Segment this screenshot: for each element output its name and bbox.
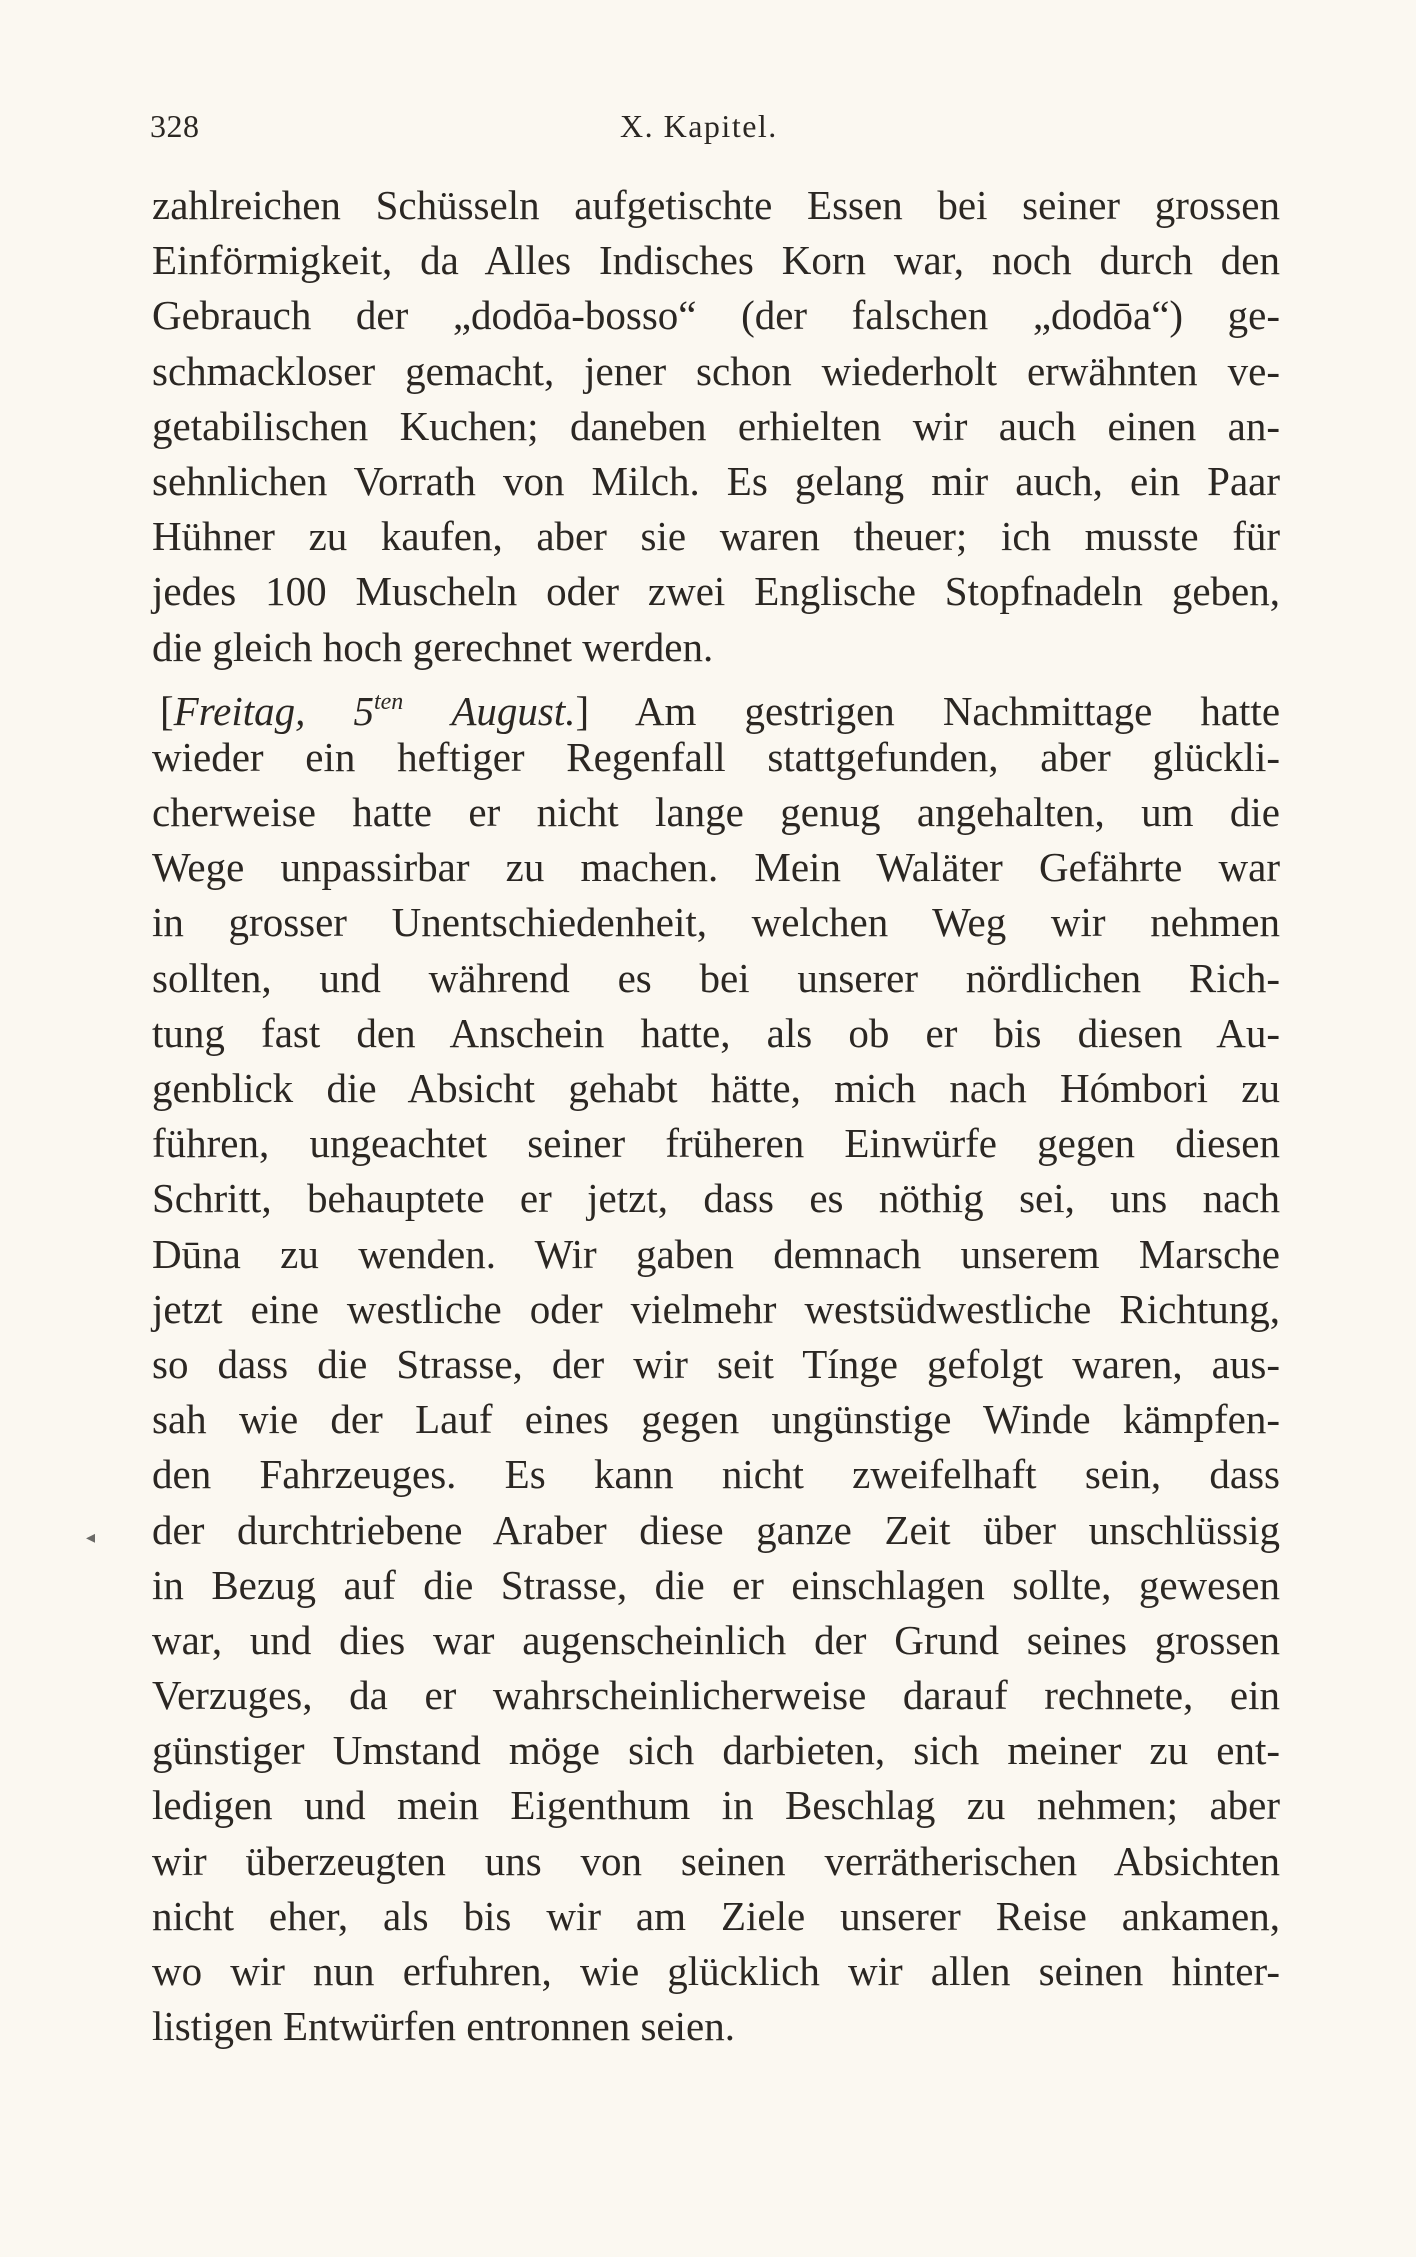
body-text — [152, 178, 1280, 2054]
text-line: schmackloser gemacht, jener schon wiederholt erwähnten ve- — [152, 347, 1280, 394]
text-line: war, und dies war augenscheinlich der Grund seines grossen — [152, 1616, 1280, 1663]
text-line: Hühner zu kaufen, aber sie waren theuer; ich musste für — [152, 513, 1280, 560]
text-line: getabilischen Kuchen; daneben erhielten wir auch einen an- — [152, 402, 1280, 449]
text-line: Dūna zu wenden. Wir gaben demnach unserem Marsche — [152, 1230, 1280, 1277]
dateline-rest: Am gestrigen Nachmittage hatte — [634, 687, 1281, 734]
text-line: jedes 100 Muscheln oder zwei Englische Stopfnadeln geben, — [152, 568, 1280, 615]
dateline-ordinal-suffix: ten — [373, 688, 404, 715]
text-line: Einförmigkeit, da Alles Indisches Korn war, noch durch den — [152, 237, 1280, 284]
text-line: jetzt eine westliche oder vielmehr westsüdwestliche Richtung, — [152, 1285, 1280, 1332]
text-line: führen, ungeachtet seiner früheren Einwürfe gegen diesen — [152, 1120, 1280, 1167]
text-line: sollten, und während es bei unserer nördlichen Rich- — [152, 954, 1280, 1001]
text-line: wieder ein heftiger Regenfall stattgefunden, aber glückli- — [152, 733, 1280, 780]
dateline-month: August. — [451, 687, 576, 734]
text-line: ledigen und mein Eigenthum in Beschlag zu nehmen; aber — [152, 1782, 1280, 1829]
page-number: 328 — [150, 108, 200, 144]
dateline-close-bracket: ] — [575, 687, 590, 734]
running-head: X. Kapitel. — [620, 108, 778, 144]
text-line: wir überzeugten uns von seinen verrätherischen Absichten — [152, 1837, 1280, 1884]
text-line: Schritt, behauptete er jetzt, dass es nöthig sei, uns nach — [152, 1175, 1280, 1222]
text-line: die gleich hoch gerechnet werden. — [152, 623, 714, 670]
margin-mark-icon: ◂ — [86, 1527, 96, 1548]
text-line: so dass die Strasse, der wir seit Tínge gefolgt waren, aus- — [152, 1340, 1280, 1387]
text-line: wo wir nun erfuhren, wie glücklich wir allen seinen hinter- — [152, 1948, 1280, 1994]
text-line: sehnlichen Vorrath von Milch. Es gelang mir auch, ein Paar — [152, 457, 1280, 504]
text-line: genblick die Absicht gehabt hätte, mich nach Hómbori zu — [152, 1065, 1280, 1111]
dateline-open-bracket: [ — [160, 687, 174, 734]
dateline-ordinal-number: 5 — [353, 687, 374, 734]
text-line: zahlreichen Schüsseln aufgetischte Essen bei seiner grossen — [152, 182, 1280, 228]
text-line: cherweise hatte er nicht lange genug angehalten, um die — [152, 789, 1280, 836]
text-line: den Fahrzeuges. Es kann nicht zweifelhaft sein, dass — [152, 1451, 1280, 1498]
text-line: sah wie der Lauf eines gegen ungünstige Winde kämpfen- — [152, 1396, 1280, 1443]
text-line: Verzuges, da er wahrscheinlicherweise darauf rechnete, ein — [152, 1672, 1280, 1719]
dateline — [152, 675, 1281, 734]
text-line: tung fast den Anschein hatte, als ob er bis diesen Au- — [152, 1009, 1280, 1056]
text-line: listigen Entwürfen entronnen seien. — [152, 2003, 735, 2050]
page-header — [150, 108, 1280, 154]
text-line: der durchtriebene Araber diese ganze Zeit über unschlüssig — [152, 1506, 1280, 1553]
dateline-day: Freitag, — [173, 687, 306, 734]
text-line: Gebrauch der „dodōa-bosso“ (der falschen „dodōa“) ge- — [152, 292, 1280, 339]
text-line: günstiger Umstand möge sich darbieten, sich meiner zu ent- — [152, 1727, 1280, 1774]
text-line: in Bezug auf die Strasse, die er einschlagen sollte, gewesen — [152, 1561, 1280, 1608]
text-line: Wege unpassirbar zu machen. Mein Waläter Gefährte war — [152, 844, 1280, 891]
text-line: nicht eher, als bis wir am Ziele unserer Reise ankamen, — [152, 1892, 1280, 1939]
text-line: in grosser Unentschiedenheit, welchen Weg wir nehmen — [152, 899, 1280, 946]
